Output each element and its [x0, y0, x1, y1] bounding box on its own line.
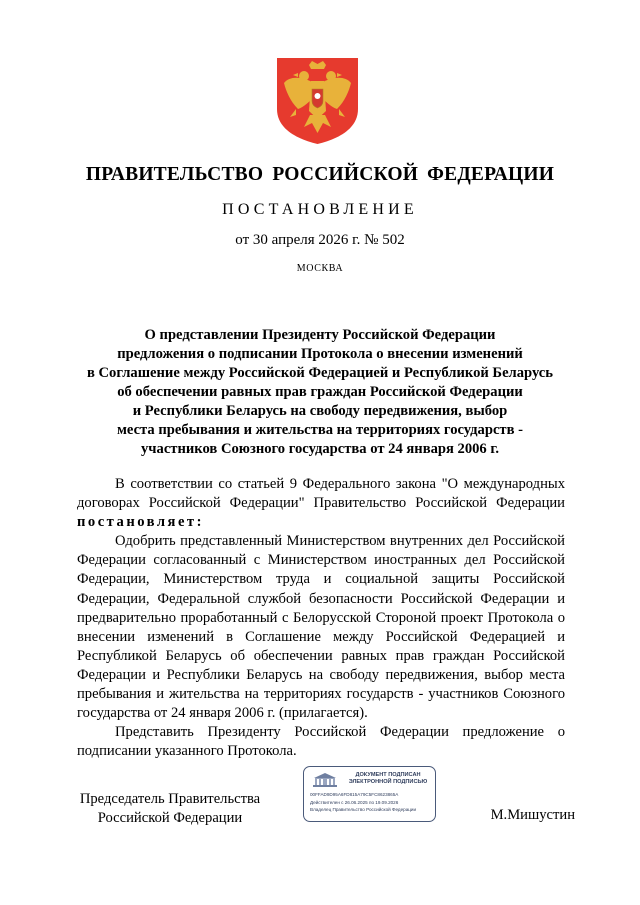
preamble-paragraph	[77, 475, 565, 532]
heading-line: участников Союзного государства от 24 января 2006 г.	[141, 441, 499, 457]
stamp-title-line: ЭЛЕКТРОННОЙ ПОДПИСЬЮ	[348, 779, 428, 785]
signatory-position	[60, 790, 280, 828]
stamp-title-line: ДОКУМЕНТ ПОДПИСАН	[355, 772, 421, 778]
decree-heading	[60, 326, 580, 459]
preamble-text: В соответствии со статьей 9 Федерального закона "О международных договорах Российской Федерации" Правительство Российской Федерации	[77, 476, 565, 512]
presentation-paragraph: Представить Президенту Российской Федерации предложение о подписании указанного Протокола.	[77, 724, 565, 760]
certificate-serial: 00FFAD9D95A6FD815A79C5FC8623865A	[310, 792, 399, 797]
certificate-validity: Действителен с 26.06.2025 по 19.09.2026	[310, 800, 399, 805]
coat-of-arms-emblem	[276, 57, 359, 145]
city-label: МОСКВА	[296, 263, 344, 274]
decree-body	[77, 475, 565, 761]
heading-line: и Республики Беларусь на свободу передвижения, выбор	[132, 403, 508, 419]
government-title: ПРАВИТЕЛЬСТВО РОССИЙСКОЙ ФЕДЕРАЦИИ	[85, 164, 555, 185]
decree-date-number: от 30 апреля 2026 г. № 502	[235, 232, 405, 248]
signatory-position-line: Председатель Правительства	[79, 791, 261, 807]
stamp-title	[342, 772, 434, 786]
heading-line: об обеспечении равных прав граждан Российской Федерации	[117, 384, 523, 400]
heading-line: О представлении Президенту Российской Федерации	[144, 327, 496, 343]
certificate-owner: Владелец Правительство Российской Федерации	[310, 807, 417, 812]
signatory-position-line: Российской Федерации	[97, 810, 243, 826]
electronic-signature-stamp	[303, 766, 436, 822]
heading-line: предложения о подписании Протокола о внесении изменений	[117, 346, 523, 362]
double-headed-eagle-icon	[276, 57, 359, 145]
signatory-name: М.Мишустин	[490, 807, 575, 823]
government-building-icon	[312, 772, 338, 788]
document-type: ПОСТАНОВЛЕНИЕ	[222, 201, 418, 218]
heading-line: в Соглашение между Российской Федерацией и Республикой Беларусь	[86, 365, 553, 381]
decree-keyword: постановляет:	[77, 514, 204, 531]
approval-paragraph: Одобрить представленный Министерством внутренних дел Российской Федерации согласованный с Министерством иностранных дел Российской Федерации, Министерством труда и социальной защиты Российской Федерации, Федеральной службой безопасности Российской Федерации и предварительно проработанный с Белорусской Стороной проект Протокола о внесении изменений в Соглашение между Российской Федерацией и Республикой Беларусь об обеспечении равных прав граждан Российской Федерации и Республики Беларусь на свободу передвижения, выбор места пребывания и жительства на территориях государств - участников Союзного государства от 24 января 2006 г. (прилагается).	[77, 533, 565, 722]
heading-line: места пребывания и жительства на территориях государств -	[116, 422, 523, 438]
